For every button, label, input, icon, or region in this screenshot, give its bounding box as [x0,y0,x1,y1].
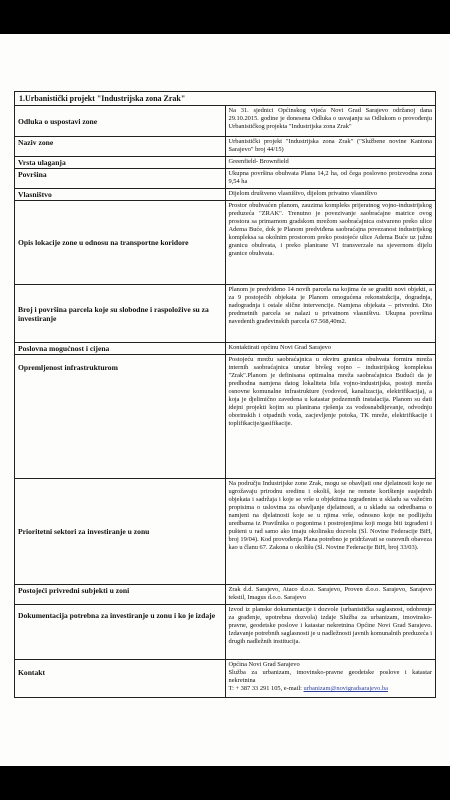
contact-line [229,685,433,693]
row-value: Ukupna površina obuhvata Plana 14,2 ha, od čega poslovno proizvodna zona 9,54 ha [225,169,436,189]
table-row [15,605,436,660]
row-value: Greenfield- Brownfield [225,157,436,169]
row-label: Vrsta ulaganja [15,157,226,169]
table-row [15,285,436,343]
table-header-row [15,92,436,106]
row-value: Prostor obuhvaćen planom, zauzima kompleks prijeratnog vojno-industrijskog preduzeća "ZRAK". Trenutno je povezivanje saobraćajne matrice ovog prostora sa primarnom gradskom mrežom saobraćajnica ostvareno preko ulice Adema Buće, dok je Planom predviđena saobraćajna povezanost industrijskog kompleksa sa okolnim prostorom preko postojeće ulice Adema Buće uz južnu granicu obuhvata, i preko planirane VI transverzale na sjevernom dijelu granice obuhvata. [225,201,436,285]
zone-info-table [14,91,436,698]
table-title: 1.Urbanistički projekt "Industrijska zona Zrak" [15,92,436,106]
table-row [15,106,436,137]
row-label: Broj i površina parcela koje su slobodne i raspoložive su za investiranje [15,285,226,343]
table-row [15,660,436,698]
table-row [15,201,436,285]
row-label: Odluka o uspostavi zone [15,106,226,137]
table-row [15,157,436,169]
row-label: Površina [15,169,226,189]
row-label: Opremljenost infrastrukturom [15,355,226,479]
row-label: Postojeći privredni subjekti u zoni [15,585,226,605]
table-row [15,585,436,605]
row-value: Urbanistički projekt "Industrijska zona Zrak" ("Službene novine Kantona Sarajevo" broj 44/15) [225,137,436,157]
table-row [15,169,436,189]
contact-org: Općina Novi Grad Sarajevo [228,661,300,668]
row-value: Planom je predviđeno 14 novih parcela na kojima će se graditi novi objekti, a za 9 postojećih objekata je Planom omogućena rekonstukcija, dogradnja, nadogradnja i ostale slične intervencije. Namjena objekata – privredni. Dio predmetnih parcela se nalazi u privatnom vlasništvu. Ukupna površina navedenih građevinskih parcela 67.568,40m2. [225,285,436,343]
document-page [0,34,450,766]
row-value: Dijelom društveno vlasništvo, dijelom privatno vlasništvo [225,189,436,201]
row-value: Izvod iz planske dokumentacije i dozvole (urbanistička saglasnost, odobrenje za građenje, upotrebna dozvola) izdaje Služba za urbanizam, imovinsko-pravne, geodetske poslove i katastar nekretnina Općine Novi Grad Sarajevo. Izdavanje potrebnih saglasnosti je u nadležnosti javnih komunalnih preduzeća i drugih nadležnih institucija. [225,605,436,660]
row-label: Poslovna mogućnost i cijena [15,343,226,355]
table-row [15,479,436,585]
row-label: Opis lokacije zone u odnosu na transportne koridore [15,201,226,285]
row-label: Naziv zone [15,137,226,157]
table-row [15,343,436,355]
row-value: Zrak d.d. Sarajevo, Ataco d.o.o. Sarajevo, Proven d.o.o. Sarajevo, Sarajevo tekstil, Imagus d.o.o. Sarajevo [225,585,436,605]
row-value: Kontaktirati općinu Novi Grad Sarajevo [225,343,436,355]
contact-email-link[interactable]: urbanizam@novigradsarajevo.ba [303,685,389,692]
table-row [15,137,436,157]
row-value: Na području Industrijske zone Zrak, mogu se obavljati one djelatnosti koje ne ugrožavaju prirodnu sredinu i okoliš, koje ne remete korištenje susjednih objekata i sadržaja i koje se vrše u objektima izgrađenim u skladu sa važećim propisima o uslovima za obavljanje djelatnosti, a u skladu sa odredbama o namjeni na djelatnosti koje se u njima vrše, odnosno koje ne podliježu uredbama iz Pravilnika o pogonima i postrojenjima koji mogu biti izgrađeni i pušteni u rad samo ako imaju okolinsku dozvolu (Sl. Novine Federacije BiH, broj 19/04). Kod provođenja Plana potrebno je pridržavati se osnovnih obaveza kao u članu 67. Zakona o okolišu (Sl. Novine Federacije BiH, broj 33/03). [225,479,436,585]
table-row [15,189,436,201]
table-row [15,355,436,479]
contact-service: Služba za urbanizam, imovinsko-pravne geodetske poslove i katastar nekretnina [228,669,432,684]
row-label: Dokumentacija potrebna za investiranje u zonu i ko je izdaje [15,605,226,660]
row-label: Kontakt [15,660,226,698]
row-label: Vlasništvo [15,189,226,201]
row-value: Postojeću mrežu saobraćajnica u okviru granica obuhvata formira mreža internih saobraćajnica unutar bivšeg vojno – industrijskog kompleksa "Zrak".Planom je definisana optimalna mreža saobraćajnica Budući da je predhodna namjena datog lokaliteta bila vojno-industrijska, postoji mreža osnovne komunalne infrastrukture (vodovod, kanalizacija, elektrifikacija), a koja je djelimično zavedena u katastar podzemnih instalacija. Planom su dati idejni projekti kojim su planirana rješenja za vodosnabdijevanje, odvodnju oborinskih i otpadnih voda, zacjevljenje potoka, TK mreže, elektrifikacije i toplifikacije/gasifikacije. [225,355,436,479]
row-label: Prioritetni sektori za investiranje u zonu [15,479,226,585]
contact-cell [225,660,436,698]
row-value: Na 31. sjednici Općinskog vijeća Novi Grad Sarajevo održanoj dana 29.10.2015. godine je donesena Odluka o usvajanju sa Odlukom o provođenju Urbanističkog projekta "Industrijska zona Zrak" [225,106,436,137]
contact-phone: T: + 387 33 291 105, e-mail: [228,685,302,692]
